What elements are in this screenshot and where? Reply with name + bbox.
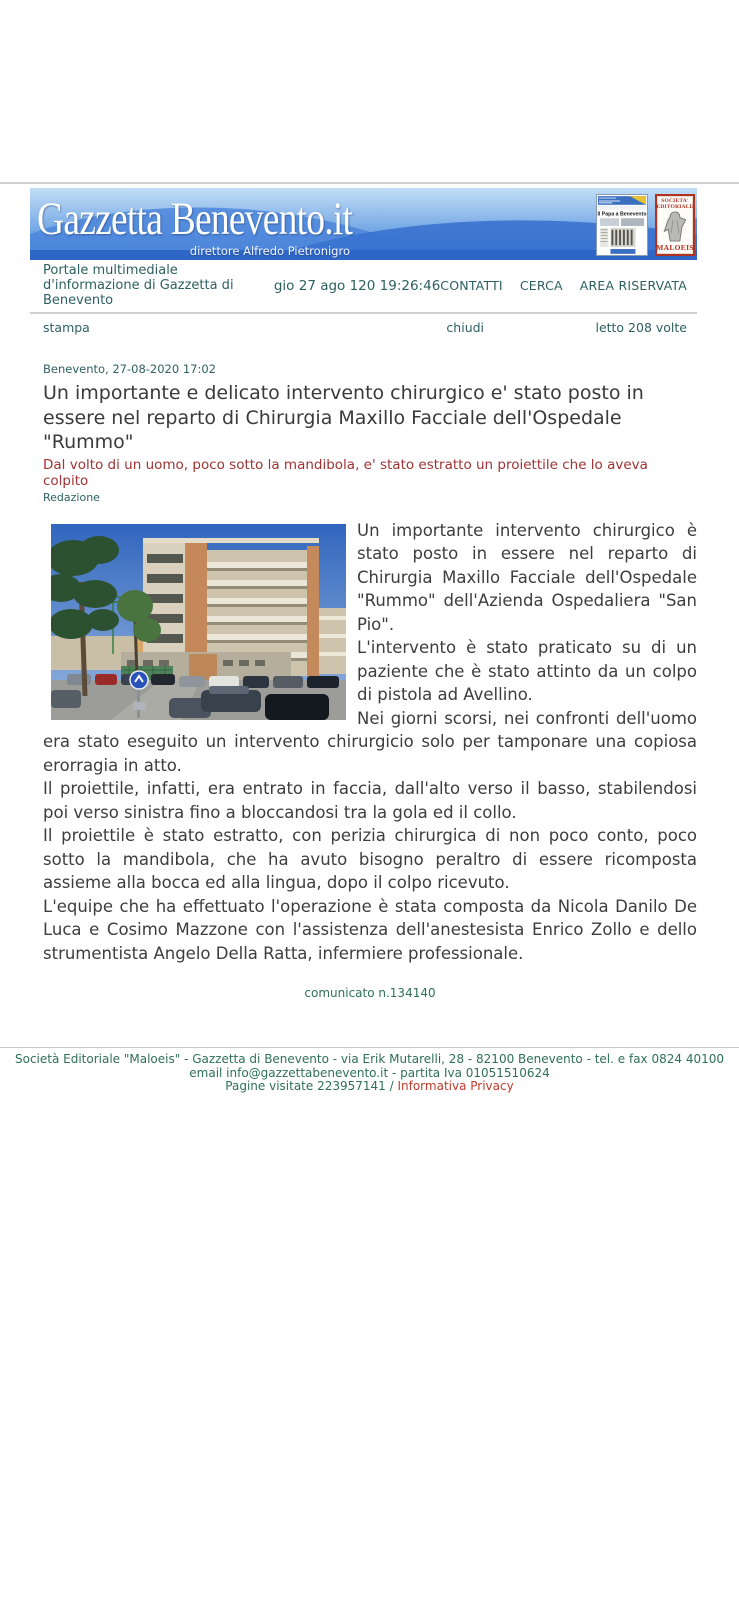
site-footer xyxy=(0,1047,739,1094)
footer-contact: email info@gazzettabenevento.it - partita Iva 01051510624 xyxy=(189,1065,550,1080)
article xyxy=(30,362,697,1000)
top-whitespace xyxy=(0,0,739,184)
article-dateline: Benevento, 27-08-2020 17:02 xyxy=(43,362,216,376)
nav-link-cerca[interactable]: CERCA xyxy=(519,278,563,293)
site-logo[interactable]: Gazzetta Benevento.it xyxy=(37,193,353,245)
datetime-display: gio 27 ago 120 19:26:46 xyxy=(273,277,441,294)
article-paragraph: Nei giorni scorsi, nei confronti dell'uomo era stato eseguito un intervento chirurgicio solo per tamponare una copiosa erorragia in atto. xyxy=(43,708,697,775)
article-title: Un importante e delicato intervento chirurgico e' stato posto in essere nel reparto di Chirurgia Maxillo Facciale dell'Ospedale "Rummo" xyxy=(43,382,644,453)
visits-count: Pagine visitate 223957141 / xyxy=(225,1079,398,1093)
article-photo-hospital-rummo xyxy=(51,524,346,720)
article-paragraph: Il proiettile, infatti, era entrato in faccia, dall'alto verso il basso, stabilendosi poi verso sinistra fino a bloccandosi tra la gola ed il collo. xyxy=(43,779,697,822)
nav-link-area-riservata[interactable]: AREA RISERVATA xyxy=(579,278,687,293)
privacy-link[interactable]: Informativa Privacy xyxy=(397,1079,514,1093)
article-byline: Redazione xyxy=(43,490,100,504)
footer-visits xyxy=(0,1080,739,1094)
maloeis-figure-icon xyxy=(661,210,689,243)
article-paragraph: L'equipe che ha effettuato l'operazione è stata composta da Nicola Danilo De Luca e Cosimo Mazzone con l'assistenza dell'anestesista Enrico Zollo e dello strumentista Angelo Della Ratta, infermiere professionale. xyxy=(43,896,697,963)
maloeis-caption: SOCIETA' EDITORIALE xyxy=(656,198,694,210)
article-toolbar xyxy=(30,314,697,335)
article-paragraph: Un importante intervento chirurgico è stato posto in essere nel reparto di Chirurgia Maxillo Facciale dell'Ospedale "Rummo" dell'Azienda Ospedaliera "San Pio". xyxy=(357,520,697,634)
close-link[interactable]: chiudi xyxy=(446,320,485,335)
read-count: letto 208 volte xyxy=(595,320,687,335)
article-paragraph: Il proiettile è stato estratto, con perizia chirurgica di non poco conto, poco sotto la mandibola, che ha avuto bisogno peraltro di essere ricomposta assieme alla bocca ed alla lingua, dopo il colpo ricevuto. xyxy=(43,826,697,892)
maloeis-logo[interactable] xyxy=(655,194,695,256)
site-banner xyxy=(30,188,697,260)
page-content xyxy=(30,188,697,1000)
nav-link-contatti[interactable]: CONTATTI xyxy=(440,278,503,293)
info-bar xyxy=(30,260,697,314)
frontpage-thumbnail-image[interactable] xyxy=(596,194,648,256)
svg-text:Il Papa a Benevento: Il Papa a Benevento xyxy=(597,211,647,218)
print-link[interactable]: stampa xyxy=(43,320,90,335)
article-paragraph: L'intervento è stato praticato su di un paziente che è stato attinto da un colpo di pistola ad Avellino. xyxy=(357,638,697,704)
footer-address: Società Editoriale "Maloeis" - Gazzetta di Benevento - via Erik Mutarelli, 28 - 82100 Benevento - tel. e fax 0824 40100 xyxy=(14,1052,724,1066)
director-tagline: direttore Alfredo Pietronigro xyxy=(189,244,350,258)
banner-thumbnails xyxy=(596,194,695,256)
article-body xyxy=(43,519,697,966)
header-nav xyxy=(440,278,693,293)
portal-description: Portale multimediale d'informazione di Gazzetta di Benevento xyxy=(43,263,234,308)
comunicato-number: comunicato n.134140 xyxy=(304,986,436,1000)
maloeis-brand-text: MALOEIS xyxy=(656,243,694,252)
article-subtitle: Dal volto di un uomo, poco sotto la mandibola, e' stato estratto un proiettile che lo aveva colpito xyxy=(43,456,648,489)
